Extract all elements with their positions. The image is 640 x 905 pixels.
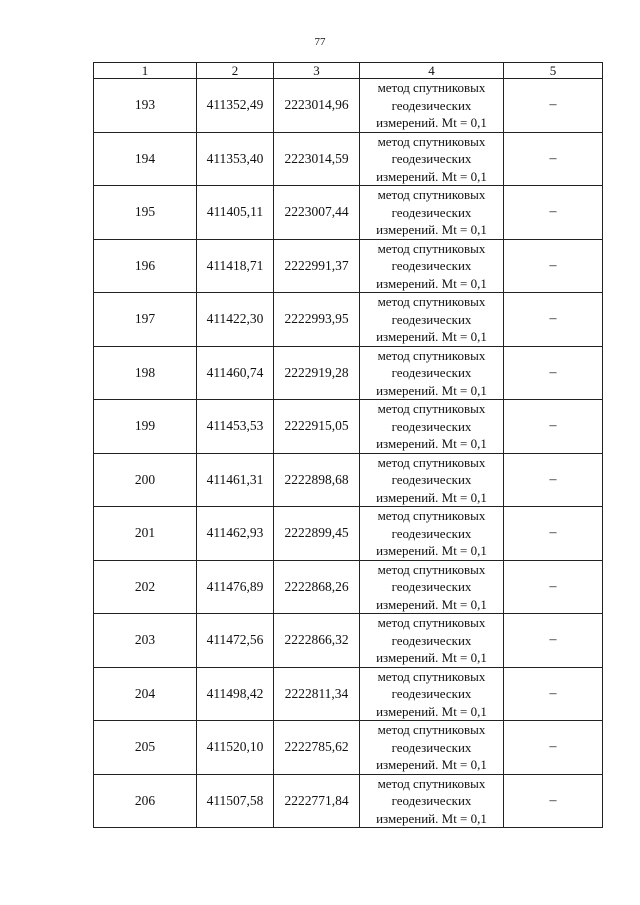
method-text-line: метод спутниковых [377, 668, 486, 684]
coordinate-y: 2223014,96 [274, 79, 360, 133]
point-number: 198 [94, 346, 197, 400]
method-text-line: измерений. Mt = 0,1 [376, 757, 487, 772]
point-number: 197 [94, 293, 197, 347]
coordinate-x: 411453,53 [197, 400, 274, 454]
method-text-line: метод спутниковых [377, 561, 486, 577]
method-description [360, 507, 504, 561]
point-number: 201 [94, 507, 197, 561]
method-text-line: метод спутниковых [377, 615, 486, 630]
method-text-line: измерений. Mt = 0,1 [376, 436, 487, 451]
table-body [94, 79, 603, 828]
coordinate-y: 2222898,68 [274, 453, 360, 507]
method-description [360, 453, 504, 507]
table-row [94, 293, 603, 347]
method-text-line: геодезических [391, 311, 472, 327]
table-row [94, 132, 603, 186]
page-number: 77 [314, 36, 326, 48]
method-text-line: геодезических [391, 686, 472, 701]
method-text-line: измерений. Mt = 0,1 [376, 543, 487, 558]
method-text-line: измерений. Mt = 0,1 [376, 222, 487, 237]
method-text-line: измерений. Mt = 0,1 [376, 596, 487, 612]
method-text-line: геодезических [391, 418, 472, 434]
method-description [360, 774, 504, 828]
coordinate-x: 411520,10 [197, 721, 274, 775]
coordinate-x: 411498,42 [197, 667, 274, 721]
method-text-line: метод спутниковых [377, 294, 486, 309]
method-text-line: измерений. Mt = 0,1 [376, 329, 487, 344]
coordinates-table [93, 62, 603, 828]
method-text-line: метод спутниковых [377, 240, 486, 256]
coordinate-y: 2222868,26 [274, 560, 360, 614]
method-description [360, 239, 504, 293]
method-text-line: метод спутниковых [377, 454, 486, 470]
method-description [360, 186, 504, 240]
point-number: 194 [94, 132, 197, 186]
method-text-line: геодезических [391, 525, 472, 541]
method-text-line: геодезических [391, 204, 472, 220]
coordinate-x: 411405,11 [197, 186, 274, 240]
coordinate-y: 2223014,59 [274, 132, 360, 186]
note-dash: – [504, 132, 603, 186]
method-description [360, 560, 504, 614]
method-text-line: метод спутниковых [377, 187, 486, 202]
method-description [360, 79, 504, 133]
method-text-line: геодезических [391, 472, 472, 487]
coordinate-y: 2222771,84 [274, 774, 360, 828]
method-description [360, 346, 504, 400]
coordinate-y: 2222866,32 [274, 614, 360, 668]
note-dash: – [504, 774, 603, 828]
method-description [360, 721, 504, 775]
table-row [94, 239, 603, 293]
note-dash: – [504, 239, 603, 293]
table-row [94, 186, 603, 240]
coordinate-y: 2222991,37 [274, 239, 360, 293]
method-text-line: метод спутниковых [377, 775, 486, 791]
header-col-1: 1 [94, 63, 197, 79]
coordinate-x: 411462,93 [197, 507, 274, 561]
method-text-line: метод спутниковых [377, 347, 486, 363]
method-text-line: измерений. Mt = 0,1 [376, 810, 487, 826]
note-dash: – [504, 614, 603, 668]
header-col-2: 2 [197, 63, 274, 79]
note-dash: – [504, 453, 603, 507]
table-row [94, 560, 603, 614]
method-description [360, 614, 504, 668]
coordinate-y: 2222993,95 [274, 293, 360, 347]
note-dash: – [504, 293, 603, 347]
header-col-4: 4 [360, 63, 504, 79]
table-header-row [94, 63, 603, 79]
point-number: 205 [94, 721, 197, 775]
coordinate-x: 411472,56 [197, 614, 274, 668]
method-text-line: геодезических [391, 579, 472, 594]
coordinate-x: 411460,74 [197, 346, 274, 400]
point-number: 200 [94, 453, 197, 507]
coordinate-y: 2222899,45 [274, 507, 360, 561]
point-number: 193 [94, 79, 197, 133]
method-description [360, 667, 504, 721]
point-number: 195 [94, 186, 197, 240]
header-col-3: 3 [274, 63, 360, 79]
coordinate-y: 2222785,62 [274, 721, 360, 775]
table-row [94, 346, 603, 400]
table-row [94, 721, 603, 775]
coordinate-x: 411507,58 [197, 774, 274, 828]
method-text-line: метод спутниковых [377, 401, 486, 416]
table-row [94, 453, 603, 507]
coordinate-y: 2222915,05 [274, 400, 360, 454]
note-dash: – [504, 721, 603, 775]
coordinate-x: 411352,49 [197, 79, 274, 133]
coordinate-x: 411461,31 [197, 453, 274, 507]
method-description [360, 293, 504, 347]
point-number: 204 [94, 667, 197, 721]
note-dash: – [504, 186, 603, 240]
note-dash: – [504, 560, 603, 614]
method-text-line: геодезических [391, 365, 472, 380]
point-number: 206 [94, 774, 197, 828]
point-number: 199 [94, 400, 197, 454]
table-row [94, 774, 603, 828]
method-text-line: измерений. Mt = 0,1 [376, 275, 487, 291]
method-text-line: геодезических [391, 97, 472, 113]
method-text-line: метод спутниковых [377, 508, 486, 523]
table-row [94, 667, 603, 721]
method-description [360, 400, 504, 454]
table-row [94, 614, 603, 668]
method-text-line: измерений. Mt = 0,1 [376, 489, 487, 505]
method-text-line: измерений. Mt = 0,1 [376, 115, 487, 130]
coordinate-y: 2222811,34 [274, 667, 360, 721]
coordinate-x: 411476,89 [197, 560, 274, 614]
method-description [360, 132, 504, 186]
method-text-line: геодезических [391, 632, 472, 648]
method-text-line: метод спутниковых [377, 722, 486, 737]
note-dash: – [504, 400, 603, 454]
point-number: 202 [94, 560, 197, 614]
table-row [94, 507, 603, 561]
method-text-line: геодезических [391, 739, 472, 755]
table-row [94, 79, 603, 133]
method-text-line: метод спутниковых [377, 80, 486, 95]
note-dash: – [504, 667, 603, 721]
method-text-line: измерений. Mt = 0,1 [376, 382, 487, 398]
note-dash: – [504, 79, 603, 133]
method-text-line: измерений. Mt = 0,1 [376, 168, 487, 184]
coordinate-y: 2223007,44 [274, 186, 360, 240]
note-dash: – [504, 507, 603, 561]
method-text-line: геодезических [391, 793, 472, 808]
coordinate-x: 411418,71 [197, 239, 274, 293]
point-number: 196 [94, 239, 197, 293]
method-text-line: измерений. Mt = 0,1 [376, 703, 487, 719]
header-col-5: 5 [504, 63, 603, 79]
coordinate-x: 411353,40 [197, 132, 274, 186]
method-text-line: геодезических [391, 151, 472, 166]
method-text-line: метод спутниковых [377, 133, 486, 149]
coordinate-y: 2222919,28 [274, 346, 360, 400]
note-dash: – [504, 346, 603, 400]
method-text-line: геодезических [391, 258, 472, 273]
method-text-line: измерений. Mt = 0,1 [376, 650, 487, 665]
table-row [94, 400, 603, 454]
point-number: 203 [94, 614, 197, 668]
coordinate-x: 411422,30 [197, 293, 274, 347]
